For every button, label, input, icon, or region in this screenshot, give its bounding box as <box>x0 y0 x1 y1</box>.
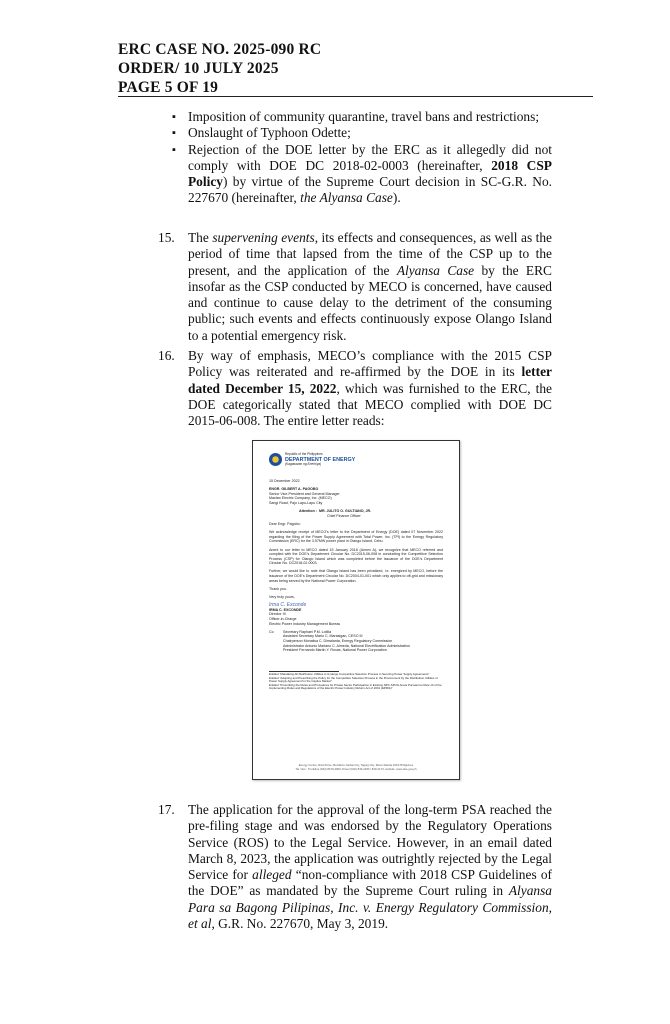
letterhead: Republic of the Philippines DEPARTMENT OF ENERGY (Kagawaran ng Enerhiya) <box>285 452 356 466</box>
letter-body: 15 December 2022 ENGR. GILBERT A. PAGOBO Senior Vice-President and General Manager Mactan Electric Company, Inc. (MECO) Sangi Road, Pajo Lapu-Lapu City Attention : MR. JULITO O. GULTIANO, JR. Chief Finance Officer Dear Engr. Pagobo: We acknowledge receipt of MECO’s letter to the Department of Energy (DOE) dated 07 November 2022 regarding the filing of the Power Supply Agreement with Total Power, Inc. (TPI) to the Energy Regulatory Commission (ERC) for the 3.57MW power plant in Olango Island, Cebu. Anent to our letter to MECO dated 15 January 2018 (Annex A), we recognize that MECO referred and complied with the DOE’s Department Circular No. DC2015-06-008 in conducting the Competitive Selection Process (CSP) for Olango Island which was completed before the issuance of the DOE’s Department Circular No. DC2018-02-0003. Further, we would like to note that Olango Island has been privatized, i.e. energized by MECO, before the issuance of the DOE’s Department Circular No. DC2004-01-001 which only applies to off-grid and missionary areas being served by the National Power Corporation. Thank you. Very truly yours, Irma C. Exconde IRMA C. EXCONDE Director III Officer-in-Charge Electric Power Industry Management Bureau Cc: Secretary Raphael P.M. Lotilla Assistant Secretary Mario C. Marasigan, CESO III Chairperson Monalisa C. Dimalanta, Energy Regulatory Commission Administrator Antonio Mariano C. Almeda, National Electrification Administration President Fernando Martin Y. Roxas, National Power Corporation Entitled “Mandating All Distribution Utilities to Undergo Competitive Selection Process in Securing Power Supply Agreements” Entitled “Adopting and Prescribing the Policy for the Competitive Selection Process in the Procurement by the Distribution Utilities of Power Supply Agreement for the Captive Market” Entitled “Prescribing the Rules and Procedures for Private Sector Participation in Existing NPC-SPUG Areas Pursuant to Rule 13 of the Implementing Rules and Regulations of the Electric Power Industry Reform Act of 2001 (EPIRA)” <box>269 479 443 691</box>
document-header <box>118 40 321 97</box>
bullet-item: ▪ Onslaught of Typhoon Odette; <box>188 125 552 141</box>
footnotes: Entitled “Mandating All Distribution Utilities to Undergo Competitive Selection Process in Securing Power Supply Agreements” Entitled “Adopting and Prescribing the Policy for the Competitive Selection Process in the Procurement by the Distribution Utilities of Power Supply Agreement for the Captive Market” Entitled “Prescribing the Rules and Procedures for Private Sector Participation in Existing NPC-SPUG Areas Pursuant to Rule 13 of the Implementing Rules and Regulations of the Electric Power Industry Reform Act of 2001 (EPIRA)” <box>269 672 442 691</box>
footnote-rule <box>269 671 339 672</box>
paragraph-text: The application for the approval of the long-term PSA reached the pre-filing stage and was endorsed by the Regulatory Operations Service (ROS) to the Legal Service. However, in an email dated March 8, 2023, the application was outrightly rejected by the Legal Service for alleged “non-compliance with 2018 CSP Guidelines of the DOE” as mandated by the Supreme Court ruling in Alyansa Para sa Bagong Pilipinas, Inc. v. Energy Regulatory Commission, et al, G.R. No. 227670, May 3, 2019. <box>188 802 552 932</box>
addressee: ENGR. GILBERT A. PAGOBO <box>269 487 319 492</box>
salutation: Dear Engr. Pagobo: <box>269 521 301 526</box>
bullet-item: ▪ Imposition of community quarantine, travel bans and restrictions; <box>188 109 552 125</box>
signature-image: Irma C. Exconde <box>269 602 307 609</box>
page-number: PAGE 5 OF 19 <box>118 79 219 96</box>
doe-seal-icon <box>269 453 282 466</box>
order-date: ORDER/ 10 JULY 2025 <box>118 60 279 77</box>
bullet-item: ▪ Rejection of the DOE letter by the ERC as it allegedly did not comply with DOE DC 2018-02-0003 (hereinafter, 2018 CSP Policy) by virtue of the Supreme Court decision in SC-G.R. No. 227670 (hereinafter, the Alyansa Case). <box>188 142 552 207</box>
bullet-list <box>188 109 552 207</box>
cc-list: Cc: Secretary Raphael P.M. Lotilla Assistant Secretary Mario C. Marasigan, CESO III Chairperson Monalisa C. Dimalanta, Energy Regulatory Commission Administrator Antonio Mariano C. Almeda, National Electrification Administration President Fernando Martin Y. Roxas, National Power Corporation <box>269 629 410 653</box>
paragraph-number: 15. <box>158 230 175 245</box>
case-number: ERC CASE NO. 2025-090 RC <box>118 41 322 58</box>
embedded-doe-letter <box>252 440 460 780</box>
header-rule <box>118 96 593 97</box>
letter-date: 15 December 2022 <box>269 479 300 483</box>
paragraph-number: 16. <box>158 348 175 363</box>
paragraph-text: The supervening events, its effects and consequences, as well as the period of time that lapsed from the time of the CSP up to the present, and the application of the Alyansa Case by the ERC insofar as the CSP conducted by MECO is concerned, have caused and continue to cause delay to the detriment of the consuming public; such events and effects continuously expose Olango Island to a potential emergency risk. <box>188 230 552 343</box>
letter-footer: Energy Center, Rizal Drive, Bonifacio Global City, Taguig City, Metro Manila 1634 Philippines Tel. Nos.: Trunkline (632) 8479-2900; Direct (632) 840-2183 / 840-2173; website: www.doe.gov.ph <box>295 763 417 771</box>
signer-name: IRMA C. EXCONDE <box>269 607 302 612</box>
attention-line: Attention : MR. JULITO O. GULTIANO, JR. <box>299 509 372 514</box>
paragraph-text: By way of emphasis, MECO’s compliance with the 2015 CSP Policy was reiterated and re-affirmed by the DOE in its letter dated December 15, 2022, which was furnished to the ERC, the DOE categorically stated that MECO complied with DOE DC 2015-06-008. The entire letter reads: <box>188 348 552 429</box>
paragraph-number: 17. <box>158 802 175 817</box>
